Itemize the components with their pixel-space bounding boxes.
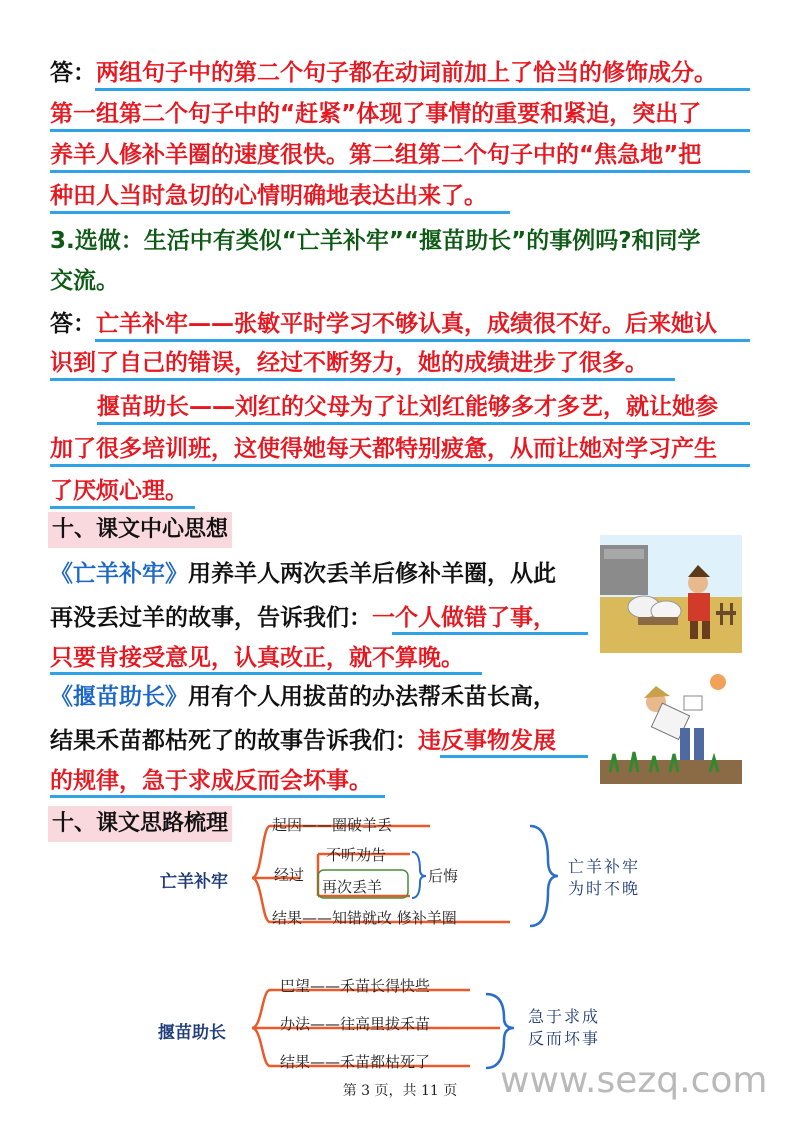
section-heading-central-idea: 十、课文中心思想 [48, 512, 232, 548]
mindmap1-summary [568, 856, 640, 900]
mindmap2-hope: 巴望——禾苗长得快些 [280, 977, 431, 995]
page-footer: 第 3 页，共 11 页 [342, 1083, 458, 1099]
mindmap1-regret: 后悔 [428, 867, 459, 885]
story2-answer: 违反事物发展 [418, 728, 556, 754]
question-3-line-2: 交流。 [50, 268, 119, 294]
mindmap2-summary-line1: 急于求成 [528, 1007, 601, 1026]
mindmap1-title: 亡羊补牢 [160, 872, 228, 892]
mindmap2-summary-line2: 反而坏事 [528, 1029, 601, 1048]
mindmap2-summary [528, 1006, 600, 1050]
mindmap1-process-b: 再次丢羊 [322, 878, 383, 896]
mindmap1-summary-line2: 为时不晚 [568, 879, 641, 898]
answer-text: 亡羊补牢——张敏平时学习不够认真，成绩很不好。后来她认 [96, 311, 717, 337]
mindmap2-method: 办法——往高里拔禾苗 [280, 1015, 431, 1033]
mindmap1-process-a: 不听劝告 [326, 846, 387, 864]
answer-line-8: 加了很多培训班，这使得她每天都特别疲惫，从而让她对学习产生 [50, 436, 717, 462]
answer-label: 答： [50, 311, 96, 337]
story2-title: 《揠苗助长》 [50, 684, 188, 710]
mindmap1-cause: 起因——圈破羊丢 [272, 816, 393, 834]
answer-line-6: 识到了自己的错误，经过不断努力，她的成绩进步了很多。 [50, 350, 648, 376]
answer-text: 两组句子中的第二个句子都在动词前加上了恰当的修饰成分。 [96, 60, 717, 86]
mindmap2-title: 揠苗助长 [158, 1023, 226, 1043]
question-3-line-1: 3.选做：生活中有类似“亡羊补牢”“揠苗助长”的事例吗?和同学 [50, 228, 701, 254]
mindmap1-process-label: 经过 [274, 866, 305, 884]
answer-line-7: 揠苗助长——刘红的父母为了让刘红能够多才多艺，就让她参 [97, 394, 718, 420]
story1-answer: 一个人做错了事， [372, 605, 556, 631]
story2-text: 结果禾苗都枯死了的故事告诉我们： [50, 728, 418, 754]
answer-line-3: 养羊人修补羊圈的速度很快。第二组第二个句子中的“焦急地”把 [50, 142, 702, 168]
answer-line-4: 种田人当时急切的心情明确地表达出来了。 [50, 183, 487, 209]
mindmap2-result: 结果——禾苗都枯死了 [280, 1053, 431, 1071]
mindmap1-result: 结果——知错就改 修补羊圈 [272, 909, 457, 927]
answer-line-9: 了厌烦心理。 [50, 478, 188, 504]
answer-line-2: 第一组第二个句子中的“赶紧”体现了事情的重要和紧迫，突出了 [50, 101, 702, 127]
story1-title: 《亡羊补牢》 [50, 561, 188, 587]
section-heading-structure: 十、课文思路梳理 [48, 806, 232, 842]
story1-text: 再没丢过羊的故事，告诉我们： [50, 605, 372, 631]
mindmap1-summary-line1: 亡羊补牢 [568, 857, 641, 876]
story1-text: 用养羊人两次丢羊后修补羊圈，从此 [188, 561, 556, 587]
story2-line-3: 的规律，急于求成反而会坏事。 [50, 768, 372, 794]
story1-line-3: 只要肯接受意见，认真改正，就不算晚。 [50, 645, 464, 671]
watermark: www.sezq.com [500, 1060, 768, 1101]
story2-text: 用有个人用拔苗的办法帮禾苗长高， [188, 684, 556, 710]
answer-label: 答： [50, 60, 96, 86]
